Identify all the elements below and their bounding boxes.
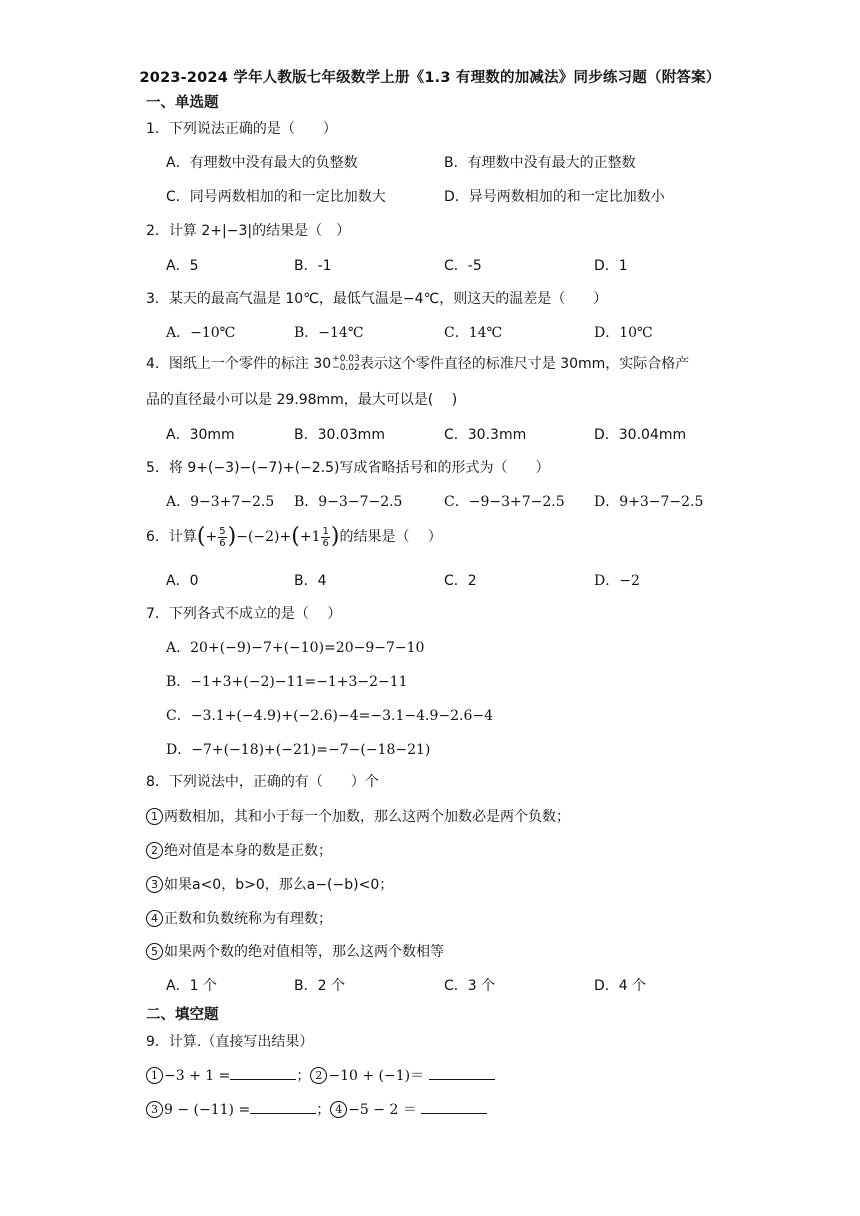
mixed-number-whole: +1: [299, 529, 321, 545]
question-3-option-d[interactable]: D．10℃: [594, 325, 653, 341]
tolerance-notation: [332, 355, 360, 373]
question-6-option-d[interactable]: D．−2: [594, 573, 640, 589]
circled-number-1: 1: [146, 808, 163, 825]
question-1-option-a[interactable]: A．有理数中没有最大的负整数: [166, 155, 358, 171]
question-1-option-b[interactable]: B．有理数中没有最大的正整数: [444, 155, 636, 171]
question-4-option-a[interactable]: A．30mm: [166, 427, 235, 443]
answer-blank-4[interactable]: [421, 1099, 487, 1114]
fraction-1-sign: +: [205, 529, 218, 545]
page-title: 2023-2024 学年人教版七年级数学上册《1.3 有理数的加减法》同步练习题（附答案）: [139, 70, 721, 86]
fraction-1-numerator: 5: [219, 525, 226, 537]
question-7-stem: 7．下列各式不成立的是（ ）: [146, 606, 342, 622]
question-8-option-d[interactable]: D．4 个: [594, 978, 647, 994]
question-4-stem-line2: 品的直径最小可以是 29.98mm，最大可以是( ): [146, 392, 458, 408]
question-3-stem: 3．某天的最高气温是 10℃，最低气温是−4℃，则这天的温差是（ ）: [146, 291, 608, 307]
tolerance-upper: +0.03: [332, 354, 360, 364]
question-6-option-a[interactable]: A．0: [166, 573, 199, 589]
question-6-stem-pre: 6．计算: [146, 529, 197, 545]
question-8-item-1: [146, 806, 570, 826]
question-6-option-c[interactable]: C．2: [444, 573, 477, 589]
question-4-option-c[interactable]: C．30.3mm: [444, 427, 527, 443]
fraction-2: [321, 526, 329, 549]
question-4-stem: [146, 353, 689, 373]
expression-2: −10 + (−1)＝: [328, 1068, 425, 1084]
question-1-stem: 1．下列说法正确的是（ ）: [146, 121, 337, 137]
question-1-option-c[interactable]: C．同号两数相加的和一定比加数大: [166, 189, 386, 205]
question-2-option-b[interactable]: B．-1: [294, 258, 332, 274]
question-3-option-a[interactable]: A．−10℃: [166, 325, 236, 341]
answer-blank-3[interactable]: [250, 1099, 316, 1114]
question-8-option-a[interactable]: A．1 个: [166, 978, 217, 994]
expression-3: 9 − (−11) =: [164, 1102, 251, 1118]
circled-number-3: 3: [146, 876, 163, 893]
question-8-option-b[interactable]: B．2 个: [294, 978, 345, 994]
fraction-2-numerator: 1: [322, 525, 329, 537]
question-8-item-5-text: 如果两个数的绝对值相等，那么这两个数相等: [164, 944, 444, 960]
question-2-option-c[interactable]: C．-5: [444, 258, 482, 274]
question-8-item-3: [146, 874, 393, 894]
question-7-option-d[interactable]: D．−7+(−18)+(−21)=−7−(−18−21): [166, 742, 431, 758]
question-8-stem: 8．下列说法中，正确的有（ ）个: [146, 774, 379, 790]
question-4-option-b[interactable]: B．30.03mm: [294, 427, 385, 443]
question-8-item-4: [146, 908, 332, 928]
fraction-2-denominator: 6: [322, 537, 329, 549]
question-1-option-d[interactable]: D．异号两数相加的和一定比加数小: [444, 189, 665, 205]
question-8-item-5: [146, 941, 444, 961]
question-2-option-d[interactable]: D．1: [594, 258, 628, 274]
question-8-item-4-text: 正数和负数统称为有理数；: [164, 911, 332, 927]
question-8-item-3-text: 如果a<0，b>0，那么a−(−b)<0；: [164, 877, 394, 893]
question-7-option-a[interactable]: A．20+(−9)−7+(−10)=20−9−7−10: [166, 640, 425, 656]
question-3-option-c[interactable]: C．14℃: [444, 325, 503, 341]
fraction-1-denominator: 6: [219, 537, 226, 549]
question-8-item-1-text: 两数相加，其和小于每一个加数，那么这两个加数必是两个负数；: [164, 809, 570, 825]
question-5-option-a[interactable]: A．9−3+7−2.5: [166, 494, 275, 510]
tolerance-lower: −0.02: [332, 363, 360, 373]
question-3-option-b[interactable]: B．−14℃: [294, 325, 364, 341]
question-5-option-c[interactable]: C．−9−3+7−2.5: [444, 494, 565, 510]
circled-number-5: 5: [146, 943, 163, 960]
answer-blank-2[interactable]: [429, 1065, 495, 1080]
circled-number-4: 4: [330, 1101, 347, 1118]
circled-number-4: 4: [146, 910, 163, 927]
expression-4: −5 − 2 ＝: [348, 1102, 417, 1118]
question-8-item-2-text: 绝对值是本身的数是正数；: [164, 843, 332, 859]
question-4-stem-pre: 4．图纸上一个零件的标注 30: [146, 356, 332, 372]
question-5-option-d[interactable]: D．9+3−7−2.5: [594, 494, 704, 510]
question-2-option-a[interactable]: A．5: [166, 258, 199, 274]
question-2-stem: 2．计算 2+|−3|的结果是（ ）: [146, 223, 351, 239]
question-5-stem: 5．将 9+(−3)−(−7)+(−2.5)写成省略括号和的形式为（ ）: [146, 460, 550, 476]
expression-1: −3 + 1 =: [164, 1068, 231, 1084]
question-9-row-1: [146, 1065, 495, 1085]
question-6-stem-post: 的结果是（ ）: [339, 529, 442, 545]
circled-number-2: 2: [146, 842, 163, 859]
separator-1: ；: [296, 1068, 311, 1084]
section-fill-blank: 二、填空题: [146, 1007, 219, 1023]
question-8-option-c[interactable]: C．3 个: [444, 978, 496, 994]
question-4-stem-post: 表示这个零件直径的标准尺寸是 30mm，实际合格产: [359, 356, 690, 372]
question-6-option-b[interactable]: B．4: [294, 573, 327, 589]
circled-number-3: 3: [146, 1101, 163, 1118]
question-7-option-c[interactable]: C．−3.1+(−4.9)+(−2.6)−4=−3.1−4.9−2.6−4: [166, 708, 493, 724]
circled-number-2: 2: [310, 1067, 327, 1084]
question-5-option-b[interactable]: B．9−3−7−2.5: [294, 494, 403, 510]
separator-2: ；: [316, 1102, 331, 1118]
question-4-option-d[interactable]: D．30.04mm: [594, 427, 687, 443]
fraction-1: [218, 526, 226, 549]
question-6-stem: 6．计算(+ $\frac{5}{6}$ )−(−2)+(+1 $\frac{1}{6}$ )的结果是（ ）: [146, 524, 442, 549]
question-7-option-b[interactable]: B．−1+3+(−2)−11=−1+3−2−11: [166, 674, 408, 690]
question-9-row-2: [146, 1099, 487, 1119]
question-6-mid-expression: −(−2)+: [236, 529, 292, 545]
question-9-stem: 9．计算.（直接写出结果）: [146, 1034, 314, 1050]
answer-blank-1[interactable]: [230, 1065, 296, 1080]
section-single-choice: 一、单选题: [146, 95, 219, 111]
question-8-item-2: [146, 840, 332, 860]
circled-number-1: 1: [146, 1067, 163, 1084]
